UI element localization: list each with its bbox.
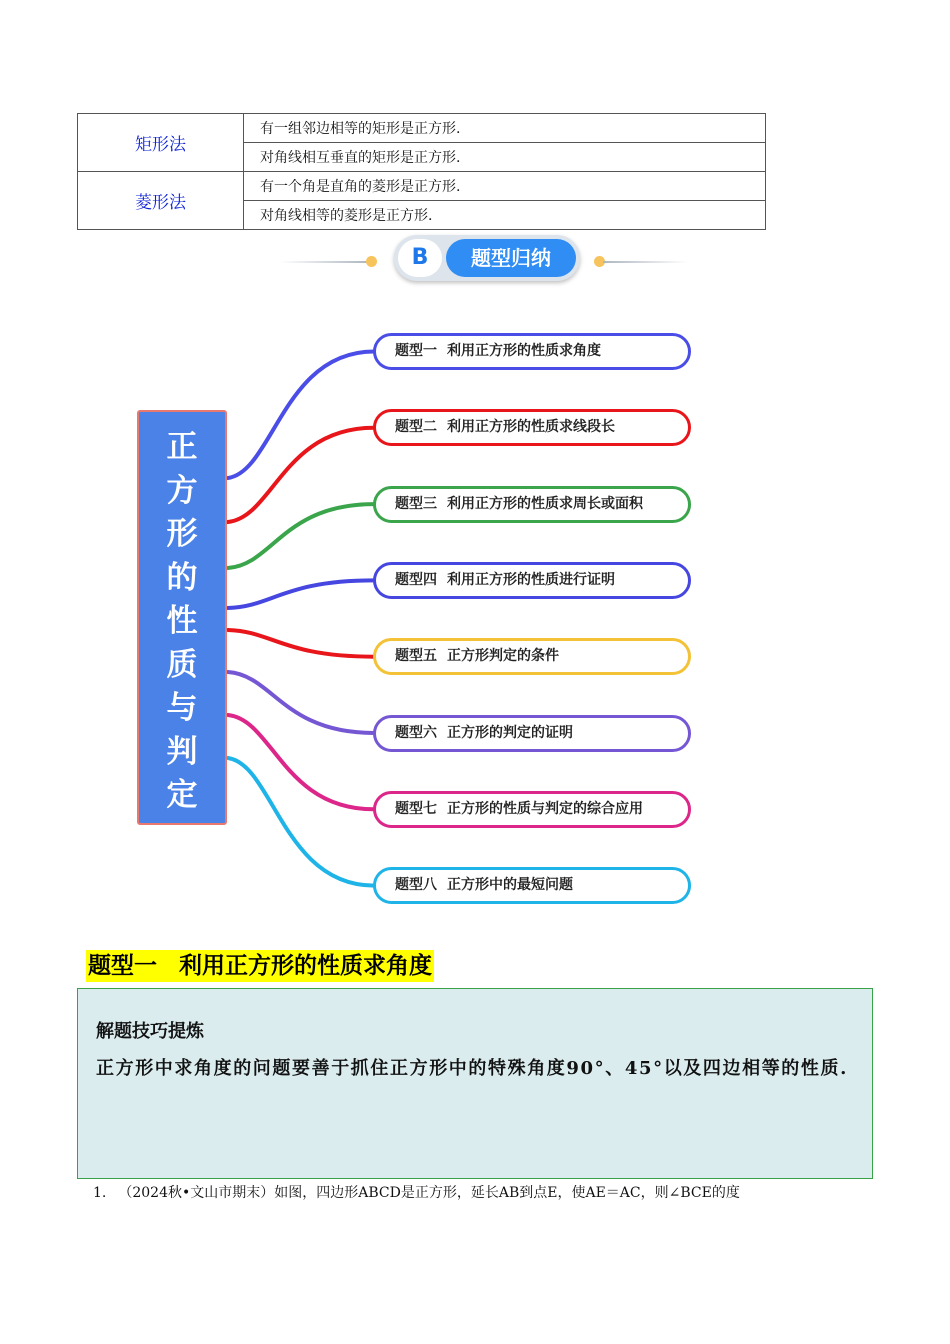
rule-text: 有一组邻边相等的矩形是正方形. <box>244 114 766 143</box>
branch-label: 题型六 <box>395 724 437 741</box>
center-char: 判 <box>166 733 198 770</box>
connector-line-1 <box>228 352 374 479</box>
method-rectangle: 矩形法 <box>78 114 244 172</box>
mindmap-center-title <box>139 426 225 818</box>
branch-text: 正方形的性质与判定的综合应用 <box>447 800 643 817</box>
branch-label: 题型八 <box>395 877 437 894</box>
branch-topic-6 <box>373 715 691 752</box>
connector-line-7 <box>228 715 374 809</box>
branch-label: 题型四 <box>395 571 437 588</box>
center-char: 质 <box>166 646 198 683</box>
branch-label: 题型二 <box>395 419 437 436</box>
branch-topic-2 <box>373 409 691 446</box>
tip-title: 解题技巧提炼 <box>96 1021 204 1042</box>
banner-dot-left <box>366 256 377 267</box>
section-title: 利用正方形的性质求角度 <box>179 953 432 979</box>
banner-pill <box>394 235 580 281</box>
topic-mindmap <box>0 300 950 920</box>
branch-topic-8 <box>373 867 691 904</box>
judgement-table <box>77 113 766 230</box>
center-char: 的 <box>166 559 198 596</box>
connector-line-8 <box>228 758 374 886</box>
section-banner <box>270 232 690 284</box>
banner-title: 题型归纳 <box>446 239 576 277</box>
connector-line-2 <box>228 428 374 522</box>
branch-topic-3 <box>373 486 691 523</box>
branch-label: 题型七 <box>395 800 437 817</box>
branch-text: 正方形中的最短问题 <box>447 877 573 894</box>
branch-text: 利用正方形的性质求周长或面积 <box>447 495 643 512</box>
connector-line-4 <box>228 580 374 608</box>
branch-label: 题型三 <box>395 495 437 512</box>
branch-topic-1 <box>373 333 691 370</box>
question-1 <box>93 1184 883 1202</box>
branch-topic-4 <box>373 562 691 599</box>
branch-text: 利用正方形的性质进行证明 <box>447 571 615 588</box>
banner-divider-left <box>280 261 368 263</box>
center-char: 定 <box>166 777 198 813</box>
banner-badge: B <box>398 239 442 277</box>
method-rhombus: 菱形法 <box>78 172 244 230</box>
question-source: （2024秋•文山市期末） <box>118 1185 275 1201</box>
branch-text: 正方形判定的条件 <box>447 648 559 665</box>
branch-text: 正方形的判定的证明 <box>447 724 573 741</box>
question-number: 1. <box>93 1185 107 1201</box>
center-char: 与 <box>166 690 198 726</box>
rule-text: 对角线相等的菱形是正方形. <box>244 201 766 230</box>
center-char: 正 <box>166 429 198 465</box>
tip-body: 正方形中求角度的问题要善于抓住正方形中的特殊角度90°、45°以及四边相等的性质. <box>96 1058 848 1079</box>
connector-line-5 <box>228 630 374 657</box>
rule-text: 对角线相互垂直的矩形是正方形. <box>244 143 766 172</box>
branch-label: 题型一 <box>395 343 437 359</box>
section-label: 题型一 <box>88 953 157 979</box>
branch-text: 利用正方形的性质求角度 <box>447 343 601 359</box>
tip-box <box>77 988 873 1179</box>
branch-topic-5 <box>373 638 691 675</box>
center-char: 方 <box>166 472 198 509</box>
center-char: 形 <box>166 516 198 552</box>
banner-divider-right <box>603 261 688 263</box>
question-text: 如图，四边形ABCD是正方形，延长AB到点E，使AE＝AC，则∠BCE的度 <box>274 1185 740 1201</box>
mindmap-center <box>137 410 227 825</box>
rule-text: 有一个角是直角的菱形是正方形. <box>244 172 766 201</box>
center-char: 性 <box>166 603 198 639</box>
section-heading <box>86 950 434 982</box>
branch-text: 利用正方形的性质求线段长 <box>447 419 615 436</box>
branch-topic-7 <box>373 791 691 828</box>
branch-label: 题型五 <box>395 648 437 665</box>
